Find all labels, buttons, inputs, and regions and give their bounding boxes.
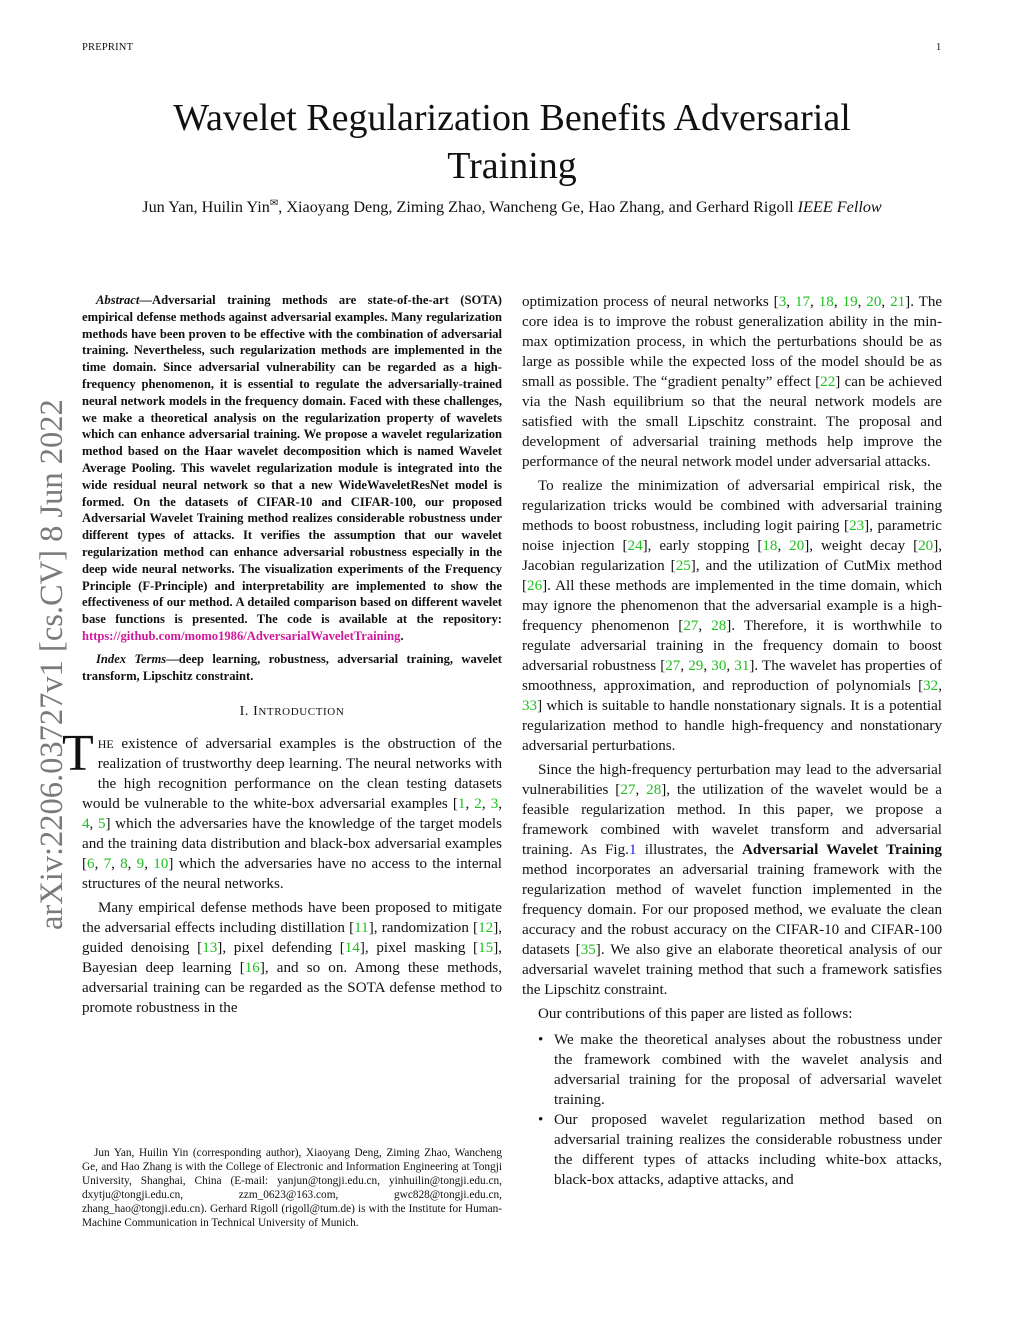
list-item: • We make the theoretical analyses about the robustness under the framework combined with the wavelet analysis and adversarial training for the proposal of adversarial wavelet training.	[554, 1030, 942, 1110]
citation-link[interactable]: 20	[918, 538, 934, 554]
abstract-text: —Adversarial training methods are state-of-the-art (SOTA) empirical defense methods against adversarial examples. Many regularization methods have been proven to be effective with the combination of adversarial training. Nevertheless, such regularization methods are implemented in the time domain. Since adversarial vulnerability can be regarded as a high-frequency phenomenon, it is essential to regulate the adversarially-trained neural network models in the frequency domain. Faced with these challenges, we make a theoretical analysis on the regularization property of wavelets which can enhance adversarial training. We propose a wavelet regularization method based on the Haar wavelet decomposition which is named Wavelet Average Pooling. This wavelet regularization module is integrated into the wide residual neural network so that a new WideWaveletResNet model is formed. On the datasets of CIFAR-10 and CIFAR-100, our proposed Adversarial Wavelet Training method realizes considerable robustness under different types of attacks. It verifies the assumption that our wavelet regularization method can enhance adversarial robustness especially in the deep wide neural networks. The visualization experiments of the Frequency Principle (F-Principle) and interpretability are implemented to show the effectiveness of our method. A detailed comparison based on different wavelet base functions is presented. The code is available at the repository:	[82, 293, 502, 627]
text-run: method incorporates an adversarial training framework with the regularization method of wavelet function implemented in the frequency domain. For our proposed method, we evaluate the clean accuracy and the robust accuracy on the CIFAR-10 and CIFAR-100 datasets [	[522, 862, 942, 958]
fellow-title: IEEE Fellow	[797, 198, 882, 216]
figure-link[interactable]: 1	[628, 842, 637, 858]
citation-link[interactable]: 28	[646, 782, 662, 798]
right-paragraph-2: To realize the minimization of adversarial empirical risk, the regularization tricks would be combined with adversarial training methods to boost robustness, including logit pairing [23], parametric noise injection [24], early stopping [18, 20], weight decay [20], Jacobian regularization [25], and the utilization of CutMix method [26]. All these methods are implemented in the time domain, which may ignore the phenomenon that the adversarial example is a high-frequency phenomenon [27, 28]. Therefore, it is worthwhile to regulate adversarial training in the frequency domain to boost adversarial robustness [27, 29, 30, 31]. The wavelet has properties of smoothness, approximation, and reproduction of polynomials [32, 33] which is suitable to handle nonstationary signals. It is a potential regularization method to handle high-frequency and nonstationary adversarial perturbations.	[522, 478, 943, 754]
citation-link[interactable]: 3	[490, 796, 499, 813]
text-run: Many empirical defense methods have been proposed to mitigate the adversarial effects including distillation [	[82, 900, 502, 937]
abstract-label: Abstract	[96, 293, 140, 307]
citation-link[interactable]: 20	[866, 294, 882, 310]
index-terms	[82, 651, 502, 685]
text-run: ]. We also give an elaborate theoretical analysis of our adversarial wavelet training method that such a framework satisfies the Lipschitz constraint.	[522, 942, 942, 998]
citation-link[interactable]: 14	[344, 940, 360, 957]
right-column	[522, 292, 942, 1190]
text-run: ]. The wavelet has properties of smoothness, approximation, and reproduction of polynomials [	[522, 658, 943, 694]
citation-link[interactable]: 35	[580, 942, 596, 958]
section-rest: NTRODUCTION	[258, 706, 345, 719]
citation-link[interactable]: 5	[97, 816, 106, 833]
left-column	[62, 292, 503, 1018]
text-run: ]. All these methods are implemented in the time domain, which may ignore the phenomenon that the adversarial example is a high-frequency phenomenon [	[522, 578, 942, 634]
section-first-letter: I	[253, 704, 259, 720]
citation-link[interactable]: 4	[82, 816, 90, 833]
right-paragraph-1: optimization process of neural networks [3, 17, 18, 19, 20, 21]. The core idea is to improve the robust generalization ability in the min-max optimization process, in which the perturbations should be as large as possible while the expected loss of the model should be as small as possible. The “gradient penalty” effect [22] can be achieved via the Nash equilibrium so that the neural network models are satisfied with the small Lipschitz constraint. The proposal and development of adversarial training methods help improve the performance of the neural network model under adversarial attacks.	[522, 294, 943, 470]
citation-link[interactable]: 13	[202, 940, 218, 957]
repository-link[interactable]: https://github.com/momo1986/AdversarialWaveletTraining	[82, 628, 401, 643]
small-caps-lead: HE	[97, 737, 114, 752]
running-header: PREPRINT	[82, 42, 134, 53]
citation-link[interactable]: 10	[153, 856, 169, 873]
citation-link[interactable]: 9	[136, 856, 145, 873]
citation-link[interactable]: 30	[711, 658, 727, 674]
arxiv-id[interactable]: arXiv:2206.03727v1 [cs.CV] 8 Jun 2022	[34, 399, 70, 930]
citation-link[interactable]: 15	[478, 940, 494, 957]
citation-link[interactable]: 27	[683, 618, 699, 634]
text-run: optimization process of neural networks [	[522, 294, 779, 310]
text-run: ] can be achieved via the Nash equilibrium so that the neural network models are satisfied with the small Lipschitz constraint. The proposal and development of adversarial training methods help improve the performance of the neural network model under adversarial attacks.	[522, 374, 943, 470]
citation-link[interactable]: 26	[527, 578, 543, 594]
contributions-list	[522, 1030, 942, 1190]
text-run: ] which the adversaries have no access to the internal structures of the neural networks.	[82, 856, 502, 893]
citation-link[interactable]: 33	[522, 698, 538, 714]
text-run: ], early stopping [	[642, 538, 763, 554]
citation-link[interactable]: 23	[849, 518, 865, 534]
text-run: ], the utilization of the wavelet would be a feasible regularization method. In this paper, we propose a framework combined with wavelet transform and adversarial training. As Fig.	[522, 782, 942, 858]
citation-link[interactable]: 22	[820, 374, 836, 390]
text-run: ], and the utilization of CutMix method [	[522, 558, 942, 594]
text-run: ] which the adversaries have the knowledge of the target models and the training data distribution and black-box adversarial examples [	[82, 816, 502, 873]
text-run: ], pixel masking [	[359, 940, 479, 957]
title-text: Wavelet Regularization Benefits Adversarial Training	[173, 97, 851, 187]
citation-link[interactable]: 12	[478, 920, 494, 937]
text-run: ] which is suitable to handle nonstationary signals. It is a potential regularization method to handle high-frequency and nonstationary adversarial perturbations.	[522, 698, 942, 754]
text-run: ], guided denoising [	[82, 920, 502, 957]
authors-before: Jun Yan, Huilin Yin	[142, 198, 270, 216]
citation-link[interactable]: 18	[762, 538, 778, 554]
text-run: To realize the minimization of adversarial empirical risk, the regularization tricks would be combined with adversarial training methods to boost robustness, including logit pairing [	[522, 478, 942, 534]
drop-cap: T	[62, 725, 94, 783]
index-terms-text: —deep learning, robustness, adversarial training, wavelet transform, Lipschitz constraint.	[82, 651, 502, 683]
right-paragraph-4: Our contributions of this paper are listed as follows:	[538, 1006, 853, 1022]
citation-link[interactable]: 27	[620, 782, 636, 798]
citation-link[interactable]: 6	[87, 856, 95, 873]
citation-link[interactable]: 1	[457, 796, 466, 813]
citation-link[interactable]: 27	[665, 658, 681, 674]
citation-link[interactable]: 7	[103, 856, 112, 873]
citation-link[interactable]: 3	[778, 294, 787, 310]
list-item: • Our proposed wavelet regularization method based on adversarial training realizes the considerable robustness under the different types of attacks including white-box attacks, black-box attacks, adaptive attacks, and	[554, 1110, 942, 1190]
citation-link[interactable]: 11	[354, 920, 369, 937]
citation-link[interactable]: 29	[688, 658, 704, 674]
abstract	[82, 292, 502, 645]
citation-link[interactable]: 18	[818, 294, 834, 310]
intro-paragraph-2	[82, 898, 502, 1018]
page-number: 1	[936, 42, 942, 53]
section-heading	[82, 704, 502, 720]
paper-title	[0, 94, 1024, 190]
text-run: ]. Therefore, it is worthwhile to regulate adversarial training in the frequency domain to boost adversarial robustness [	[522, 618, 943, 674]
citation-link[interactable]: 16	[244, 960, 260, 977]
index-terms-label: Index Terms	[96, 651, 167, 666]
text-run: ], parametric noise injection [	[522, 518, 942, 554]
citation-link[interactable]: 28	[711, 618, 727, 634]
citation-link[interactable]: 8	[120, 856, 128, 873]
method-name: Adversarial Wavelet Training	[741, 842, 942, 858]
intro-paragraph-1: THE existence of adversarial examples is the obstruction of the realization of trustworthy deep learning. The neural networks with the high recognition performance on the clean testing datasets would be vulnerable to the white-box adversarial examples [1, 2, 3, 4, 5] which the adversaries have the knowledge of the target models and the training data distribution and black-box adversarial examples [6, 7, 8, 9, 10] which the adversaries have no access to the internal structures of the neural networks.	[62, 725, 503, 893]
text-run: ], Bayesian deep learning [	[82, 940, 502, 977]
text-run: ], and so on. Among these methods, adversarial training can be regarded as the SOTA defense method to promote robustness in the	[82, 960, 502, 1017]
right-paragraph-3: Since the high-frequency perturbation may lead to the adversarial vulnerabilities [27, 28], the utilization of the wavelet would be a feasible regularization method. In this paper, we propose a framework combined with wavelet transform and adversarial training. As Fig.1 illustrates, the Adversarial Wavelet Training method incorporates an adversarial training framework with the regularization method of wavelet function implemented in the frequency domain. For our proposed method, we evaluate the clean accuracy and the robust accuracy on the CIFAR-10 and CIFAR-100 datasets [35]. We also give an elaborate theoretical analysis of our adversarial wavelet training method that such a framework satisfies the Lipschitz constraint.	[522, 762, 942, 998]
citation-link[interactable]: 2	[474, 796, 482, 813]
authors-after: , Xiaoyang Deng, Ziming Zhao, Wancheng Ge, Hao Zhang, and Gerhard Rigoll	[278, 198, 798, 216]
text-run: Since the high-frequency perturbation may lead to the adversarial vulnerabilities [	[522, 762, 942, 798]
text-run: ], weight decay [	[804, 538, 919, 554]
text-run: ], randomization [	[368, 920, 479, 937]
author-list	[0, 198, 1024, 217]
citation-link[interactable]: 21	[890, 294, 906, 310]
citation-link[interactable]: 20	[789, 538, 805, 554]
citation-link[interactable]: 24	[627, 538, 643, 554]
envelope-icon: ✉	[269, 198, 279, 209]
text-run: ], pixel defending [	[217, 940, 345, 957]
text-run: ], Jacobian regularization [	[522, 538, 943, 574]
abstract-end: .	[400, 628, 404, 643]
citation-link[interactable]: 19	[842, 294, 858, 310]
author-footnote: Jun Yan, Huilin Yin (corresponding author), Xiaoyang Deng, Ziming Zhao, Wancheng Ge, and Hao Zhang is with the College of Electronic and Information Engineering at Tongji University, Shanghai, China (E-mail: yanjun@tongji.edu.cn, yinhuilin@tongji.edu.cn, dxytju@tongji.edu.cn, zzm_0623@163.com, gwc828@tongji.edu.cn, zhang_hao@tongji.edu.cn). Gerhard Rigoll (rigoll@tum.de) is with the Institute for Human-Machine Communication in Technical University of Munich.	[82, 1147, 502, 1229]
citation-link[interactable]: 31	[734, 658, 750, 674]
section-number: I.	[239, 704, 254, 720]
text-run: illustrates, the	[636, 842, 742, 858]
text-run: existence of adversarial examples is the obstruction of the realization of trustworthy deep learning. The neural networks with the high recognition performance on the clean testing datasets would be vulnerable to the white-box adversarial examples [	[82, 736, 502, 813]
citation-link[interactable]: 32	[923, 678, 939, 694]
citation-link[interactable]: 25	[675, 558, 691, 574]
citation-link[interactable]: 17	[794, 294, 811, 310]
text-run: ]. The core idea is to improve the robust generalization ability in the min-max optimization process, in which the perturbations should be as large as possible while the expected loss of the model should be as small as possible. The “gradient penalty” effect [	[522, 294, 943, 390]
